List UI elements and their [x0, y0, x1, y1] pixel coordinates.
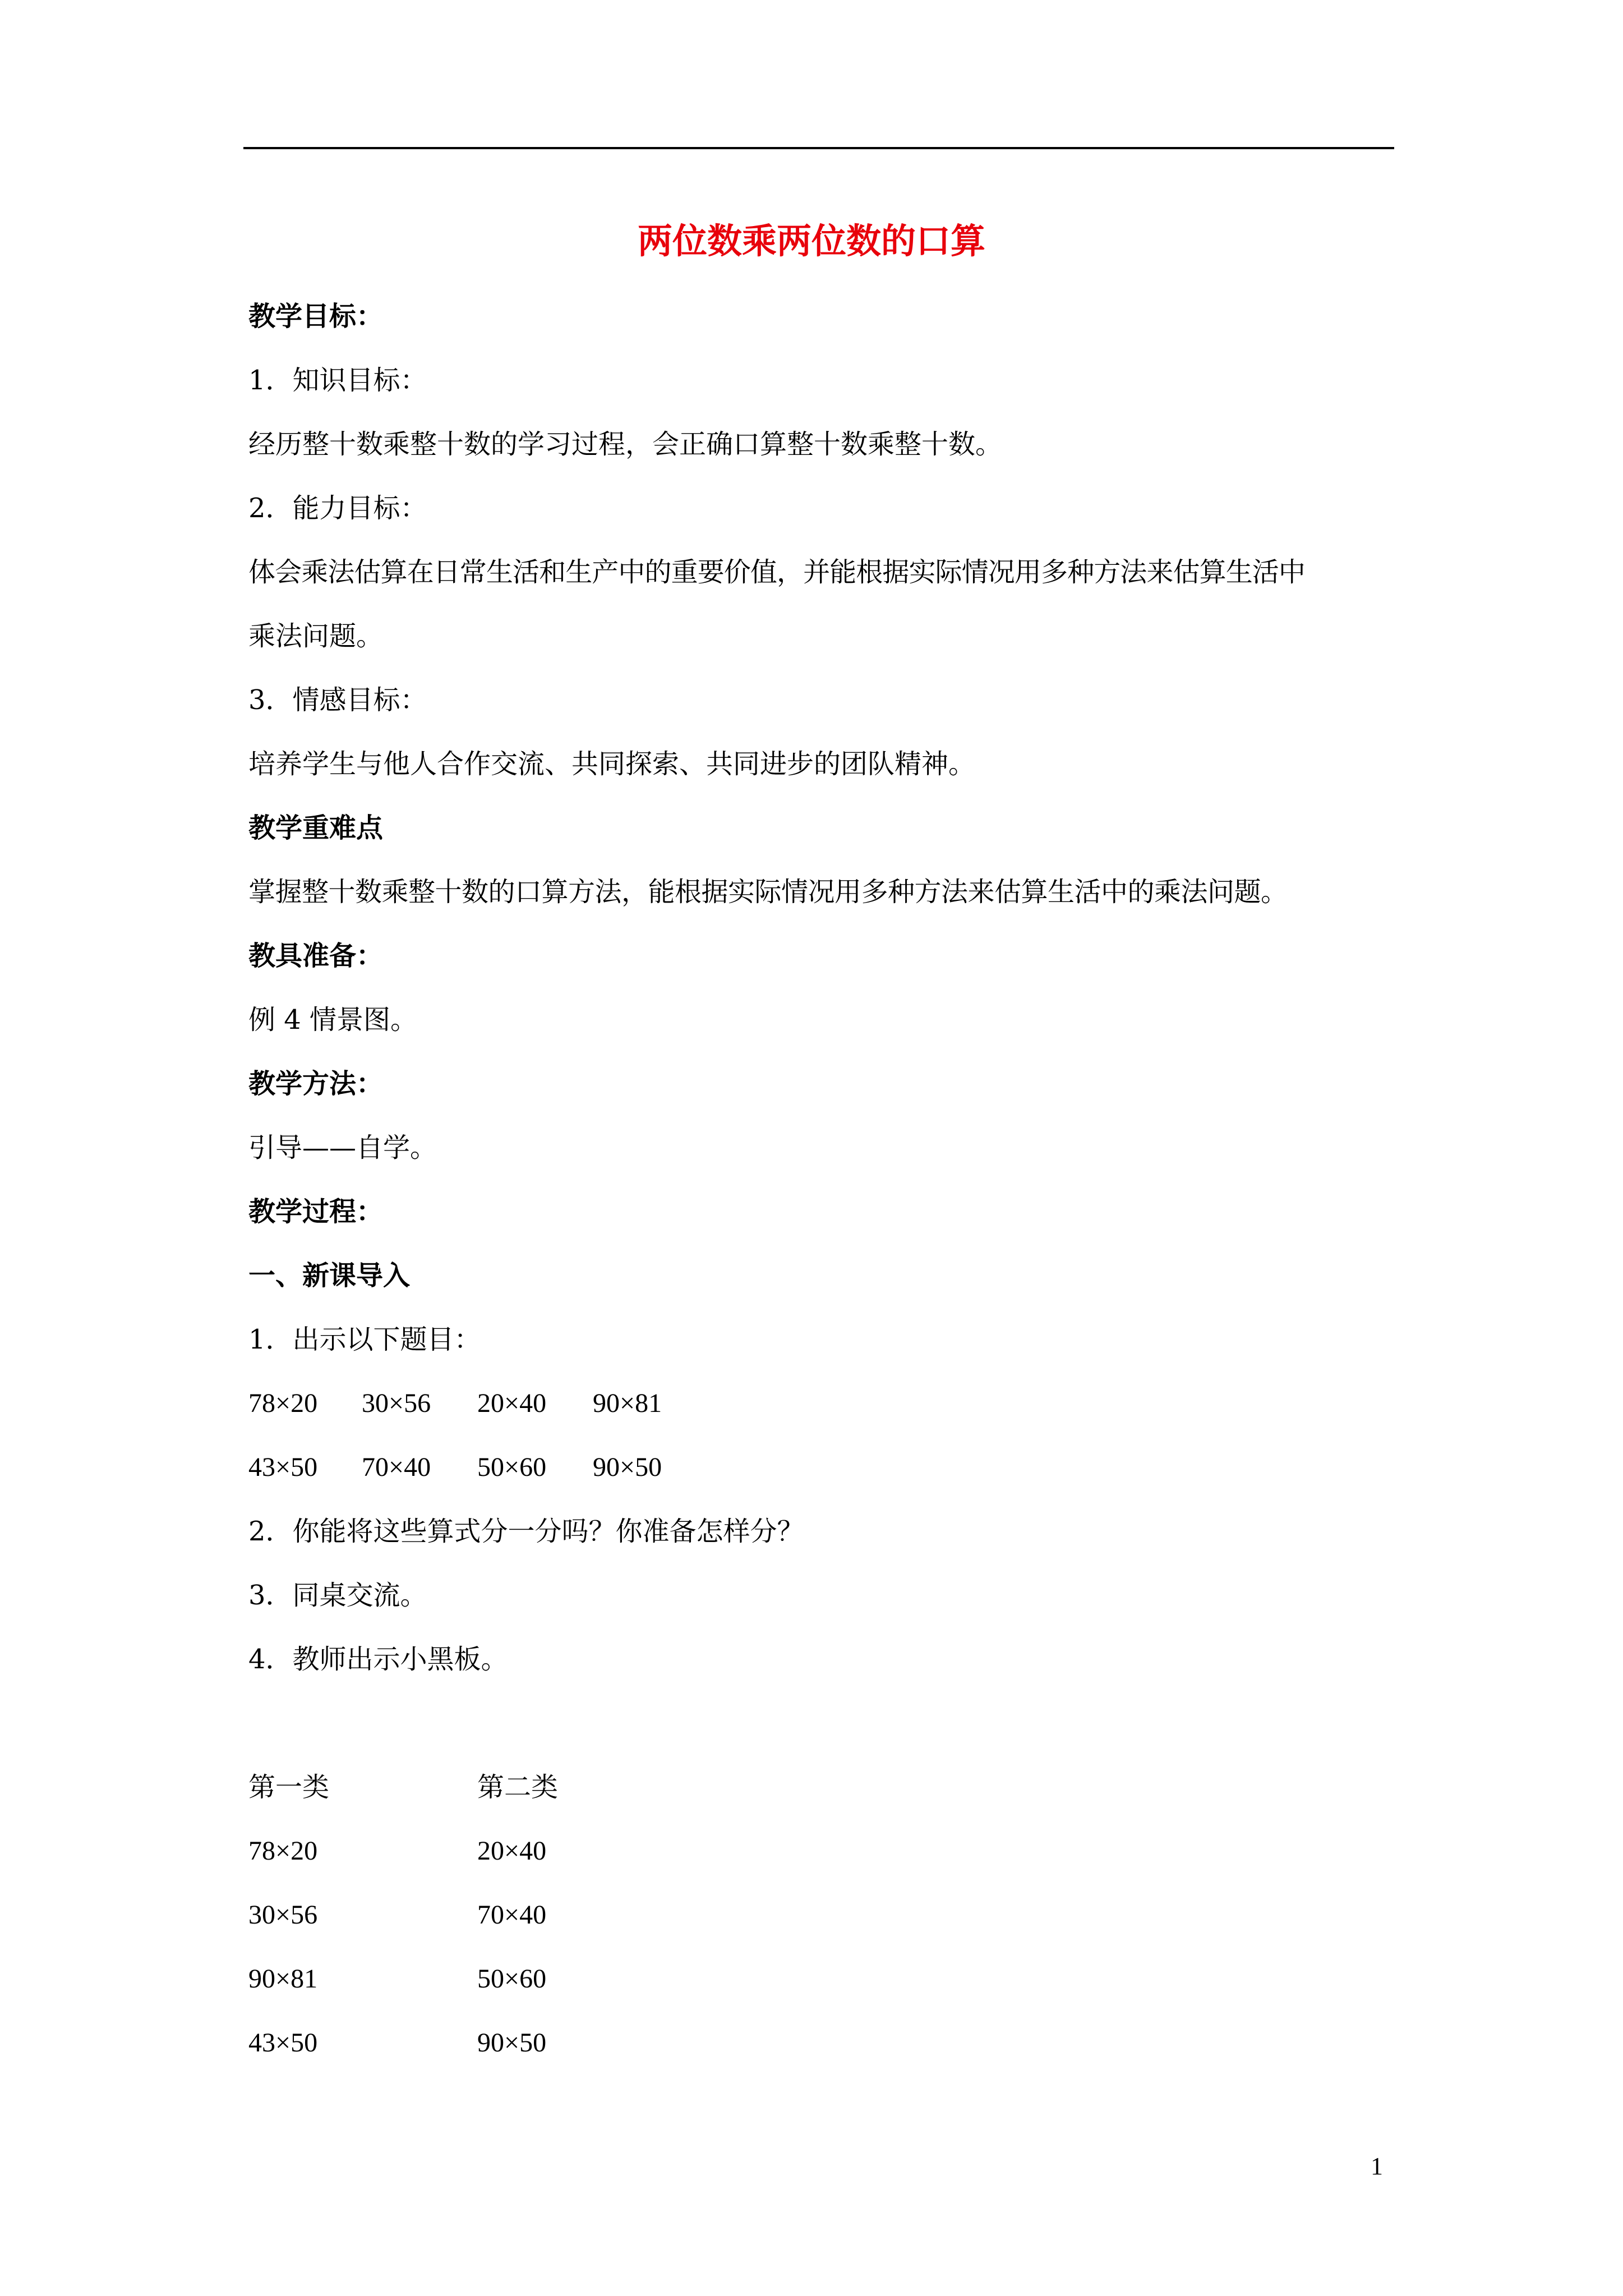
- goal-3-label: 3．情感目标：: [248, 684, 427, 716]
- heading-teaching-goals: 教学目标：: [248, 301, 384, 332]
- heading-teaching-process: 教学过程：: [248, 1196, 384, 1227]
- step-1-text: 1．出示以下题目：: [248, 1324, 481, 1355]
- first-class-item: 30×56: [248, 1900, 318, 1930]
- goal-2-label: 2．能力目标：: [248, 493, 427, 524]
- class-header-second: 第二类: [477, 1772, 559, 1803]
- second-class-item: 50×60: [477, 1964, 547, 1994]
- goal-1-text: 经历整十数乘整十数的学习过程，会正确口算整十数乘整十数。: [248, 429, 1003, 460]
- heading-key-points: 教学重难点: [248, 812, 384, 844]
- problem-row2-item: 43×50: [248, 1452, 318, 1482]
- step-4-text: 4．教师出示小黑板。: [248, 1644, 508, 1675]
- problem-row1-item: 30×56: [362, 1388, 431, 1418]
- problem-row1-item: 20×40: [477, 1388, 547, 1418]
- goal-2-text-line-1: 体会乘法估算在日常生活和生产中的重要价值，并能根据实际情况用多种方法来估算生活中: [248, 556, 1306, 588]
- problem-row1-item: 78×20: [248, 1388, 318, 1418]
- problem-row2-item: 70×40: [362, 1452, 431, 1482]
- teaching-aids-text: 例 4 情景图。: [248, 1004, 418, 1036]
- document-title: 两位数乘两位数的口算: [637, 220, 985, 261]
- goal-1-label: 1．知识目标：: [248, 365, 427, 396]
- heading-teaching-method: 教学方法：: [248, 1068, 384, 1099]
- class-header-first: 第一类: [248, 1772, 330, 1803]
- second-class-item: 20×40: [477, 1836, 547, 1866]
- heading-teaching-aids: 教具准备：: [248, 940, 384, 972]
- goal-3-text: 培养学生与他人合作交流、共同探索、共同进步的团队精神。: [248, 748, 976, 780]
- page-number: 1: [1371, 2152, 1383, 2180]
- section-new-lesson-intro: 一、新课导入: [248, 1260, 411, 1291]
- second-class-item: 90×50: [477, 2028, 547, 2058]
- step-2-text: 2．你能将这些算式分一分吗？你准备怎样分？: [248, 1516, 804, 1547]
- first-class-item: 78×20: [248, 1836, 318, 1866]
- goal-2-text-line-2: 乘法问题。: [248, 620, 384, 652]
- key-points-text: 掌握整十数乘整十数的口算方法，能根据实际情况用多种方法来估算生活中的乘法问题。: [248, 876, 1288, 908]
- problem-row2-item: 50×60: [477, 1452, 547, 1482]
- first-class-item: 43×50: [248, 2028, 318, 2058]
- problem-row1-item: 90×81: [593, 1388, 662, 1418]
- first-class-item: 90×81: [248, 1964, 318, 1994]
- step-3-text: 3．同桌交流。: [248, 1580, 427, 1611]
- header-rule: [243, 147, 1394, 149]
- problem-row2-item: 90×50: [593, 1452, 662, 1482]
- teaching-method-text: 引导——自学。: [248, 1132, 437, 1163]
- second-class-item: 70×40: [477, 1900, 547, 1930]
